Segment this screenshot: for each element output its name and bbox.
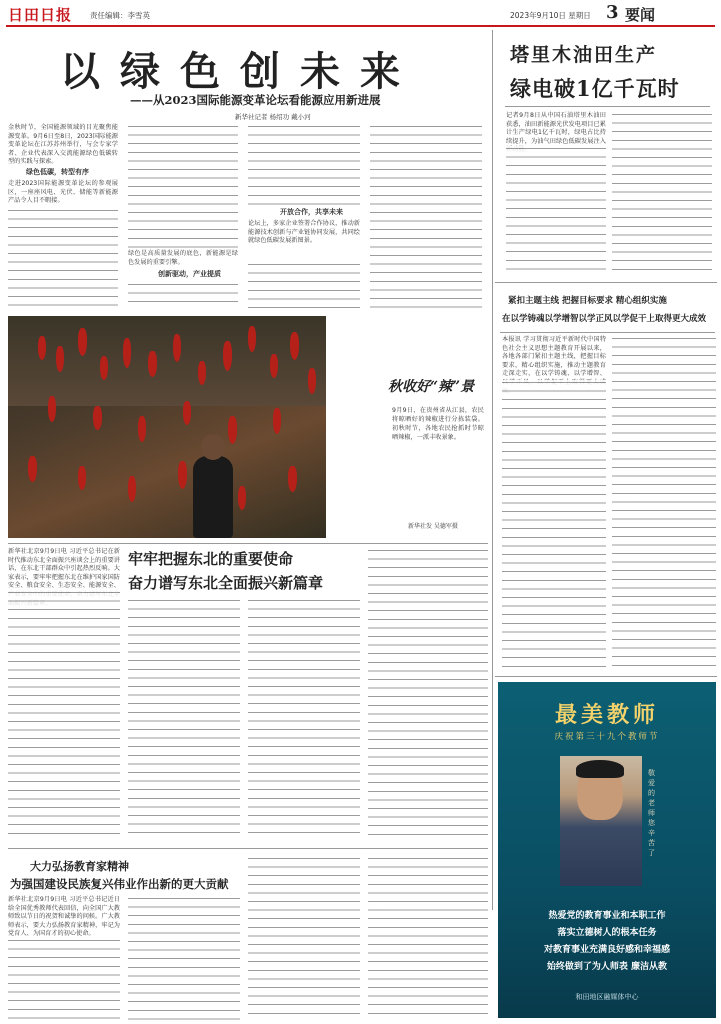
mid-story-lead: 新华社北京9月9日电 习近平总书记在新时代推动东北全面振兴座谈会上的重要讲话，在东北干部群众中引起热烈反响。大家表示，要牢牢把握东北在维护国家国防安全、粮食安全、生态安全、能源安全、 — [8, 548, 120, 590]
main-story-columns — [8, 124, 484, 309]
divider — [8, 543, 488, 544]
column-divider — [492, 30, 493, 910]
right-mid-text: 本报讯 学习贯彻习近平新时代中国特色社会主义思想主题教育开展以来，各地各部门紧扣主题主线，把握目标要求，精心组织实施，推动主题教育走深走实，在以学铸魂、以学增智、 — [502, 336, 606, 378]
divider — [8, 848, 488, 849]
photo-caption: 9月9日，在贵州省从江县，农民将晾晒好的辣椒进行分拣装袋。初秋时节，各地农民抢抓时节晾晒辣椒，一派丰收景象。 — [392, 407, 484, 441]
banner-line: 始终做到了为人师表 廉洁从教 — [546, 962, 668, 972]
banner-line: 对教育事业充满良好感和幸福感 — [543, 945, 670, 955]
text-block — [368, 856, 488, 1020]
text-block — [612, 336, 716, 670]
divider — [500, 332, 715, 333]
right-top-title-1: 塔里木油田生产 — [510, 44, 658, 66]
text-block — [506, 146, 606, 274]
banner-subtitle: 庆祝第三十九个教师节 — [554, 732, 660, 742]
bottom-kicker: 大力弘扬教育家精神 — [30, 860, 129, 873]
pepper-harvest-photo — [8, 316, 383, 538]
divider — [495, 282, 717, 283]
main-para: 绿色是高质量发展的底色，新能源是绿色发展的重要引擎。 — [128, 250, 238, 266]
page-number: 3 — [606, 2, 619, 23]
text-block — [128, 282, 238, 310]
masthead-rule — [6, 25, 715, 27]
main-para: 金秋时节，全国能源领域的目光聚焦能源变革。9月6日至8日，2023国际能源变革论坛在江苏苏州举行，与会专家学者、企业代表深入交流能源绿色低碳转型的实践与探索。 — [8, 124, 118, 166]
main-subhead: 绿色低碳，转型有序 — [26, 168, 89, 176]
right-top-title-2: 绿电破1亿千瓦时 — [510, 76, 680, 101]
caption-panel — [326, 316, 383, 538]
teacher-hair — [576, 760, 624, 778]
editor-credit: 责任编辑：李雪英 — [90, 11, 150, 20]
farmer-figure — [193, 456, 233, 538]
banner-title: 最美教师 — [554, 702, 659, 728]
masthead — [0, 0, 721, 28]
main-para: 论坛上，多家企业签署合作协议，推动新能源技术创新与产业链协同发展，共同绘就绿色低碳发展新图景。 — [248, 220, 360, 245]
bottom-lead: 新华社北京9月9日电 习近平总书记近日给全国优秀教师代表回信，向全国广大教师致以节日的祝贺和诚挚的问候。广大教师表示，要大力弘扬教育家精神，牢记为党育人、为国育才的初心使命。 — [8, 896, 120, 938]
main-headline: 以绿色创未来 — [60, 48, 420, 95]
right-mid-kicker: 紧扣主题主线 把握目标要求 精心组织实施 — [508, 296, 667, 306]
caption-box — [388, 316, 488, 538]
main-subhead: 开放合作，共享未来 — [280, 208, 343, 216]
teacher-photo — [560, 756, 642, 886]
mid-title-1: 牢牢把握东北的重要使命 — [128, 550, 294, 568]
text-block — [8, 590, 120, 840]
farmer-head — [201, 434, 225, 460]
text-block — [248, 598, 360, 840]
text-block — [612, 112, 712, 274]
divider — [495, 676, 717, 677]
main-para: 走进2023国际能源变革论坛的参观展区，一座座风电、光伏、储能等新能源产品令人目不暇接。 — [8, 180, 118, 205]
text-block — [8, 208, 118, 308]
banner-line: 落实立德树人的根本任务 — [557, 928, 657, 938]
paper-name: 日田日报 — [8, 6, 73, 24]
issue-date: 2023年9月10日 星期日 — [510, 11, 591, 20]
main-byline: 新华社记者 杨绍功 戴小河 — [235, 113, 311, 121]
bottom-title: 为强国建设民族复兴伟业作出新的更大贡献 — [10, 877, 229, 891]
text-block — [128, 598, 240, 840]
text-block — [248, 856, 360, 1020]
teacher-day-banner — [498, 682, 716, 1018]
banner-side-text: 敬爱的老师您辛苦了 — [648, 769, 655, 857]
section-name: 要闻 — [625, 6, 656, 24]
text-block — [128, 124, 238, 249]
divider — [505, 106, 710, 107]
calligraphy-title: 秋收好“辣”景 — [388, 379, 475, 395]
text-block — [248, 124, 360, 206]
right-mid-title: 在以学铸魂以学增智以学正风以学促干上取得更大成效 — [502, 314, 707, 324]
banner-line: 热爱党的教育事业和本职工作 — [548, 911, 666, 921]
mid-title-2: 奋力谱写东北全面振兴新篇章 — [128, 574, 324, 592]
text-block — [502, 380, 606, 670]
main-subhead: 创新驱动，产业提质 — [158, 270, 221, 278]
text-block — [8, 938, 120, 1020]
text-block — [370, 124, 482, 310]
text-block — [248, 262, 360, 310]
right-top-text: 记者9月8日从中国石油塔里木油田获悉，油田新能源光伏发电项目已累计生产绿电1亿千瓦时，绿电占比持续提升，为油气田绿色低碳发展注入 — [506, 112, 606, 145]
text-block — [128, 896, 240, 1020]
photo-credit: 新华社发 吴德军摄 — [408, 523, 458, 530]
banner-footer: 和田地区融媒体中心 — [575, 993, 639, 1001]
text-block — [368, 548, 488, 840]
main-subtitle: ——从2023国际能源变革论坛看能源应用新进展 — [130, 93, 381, 107]
